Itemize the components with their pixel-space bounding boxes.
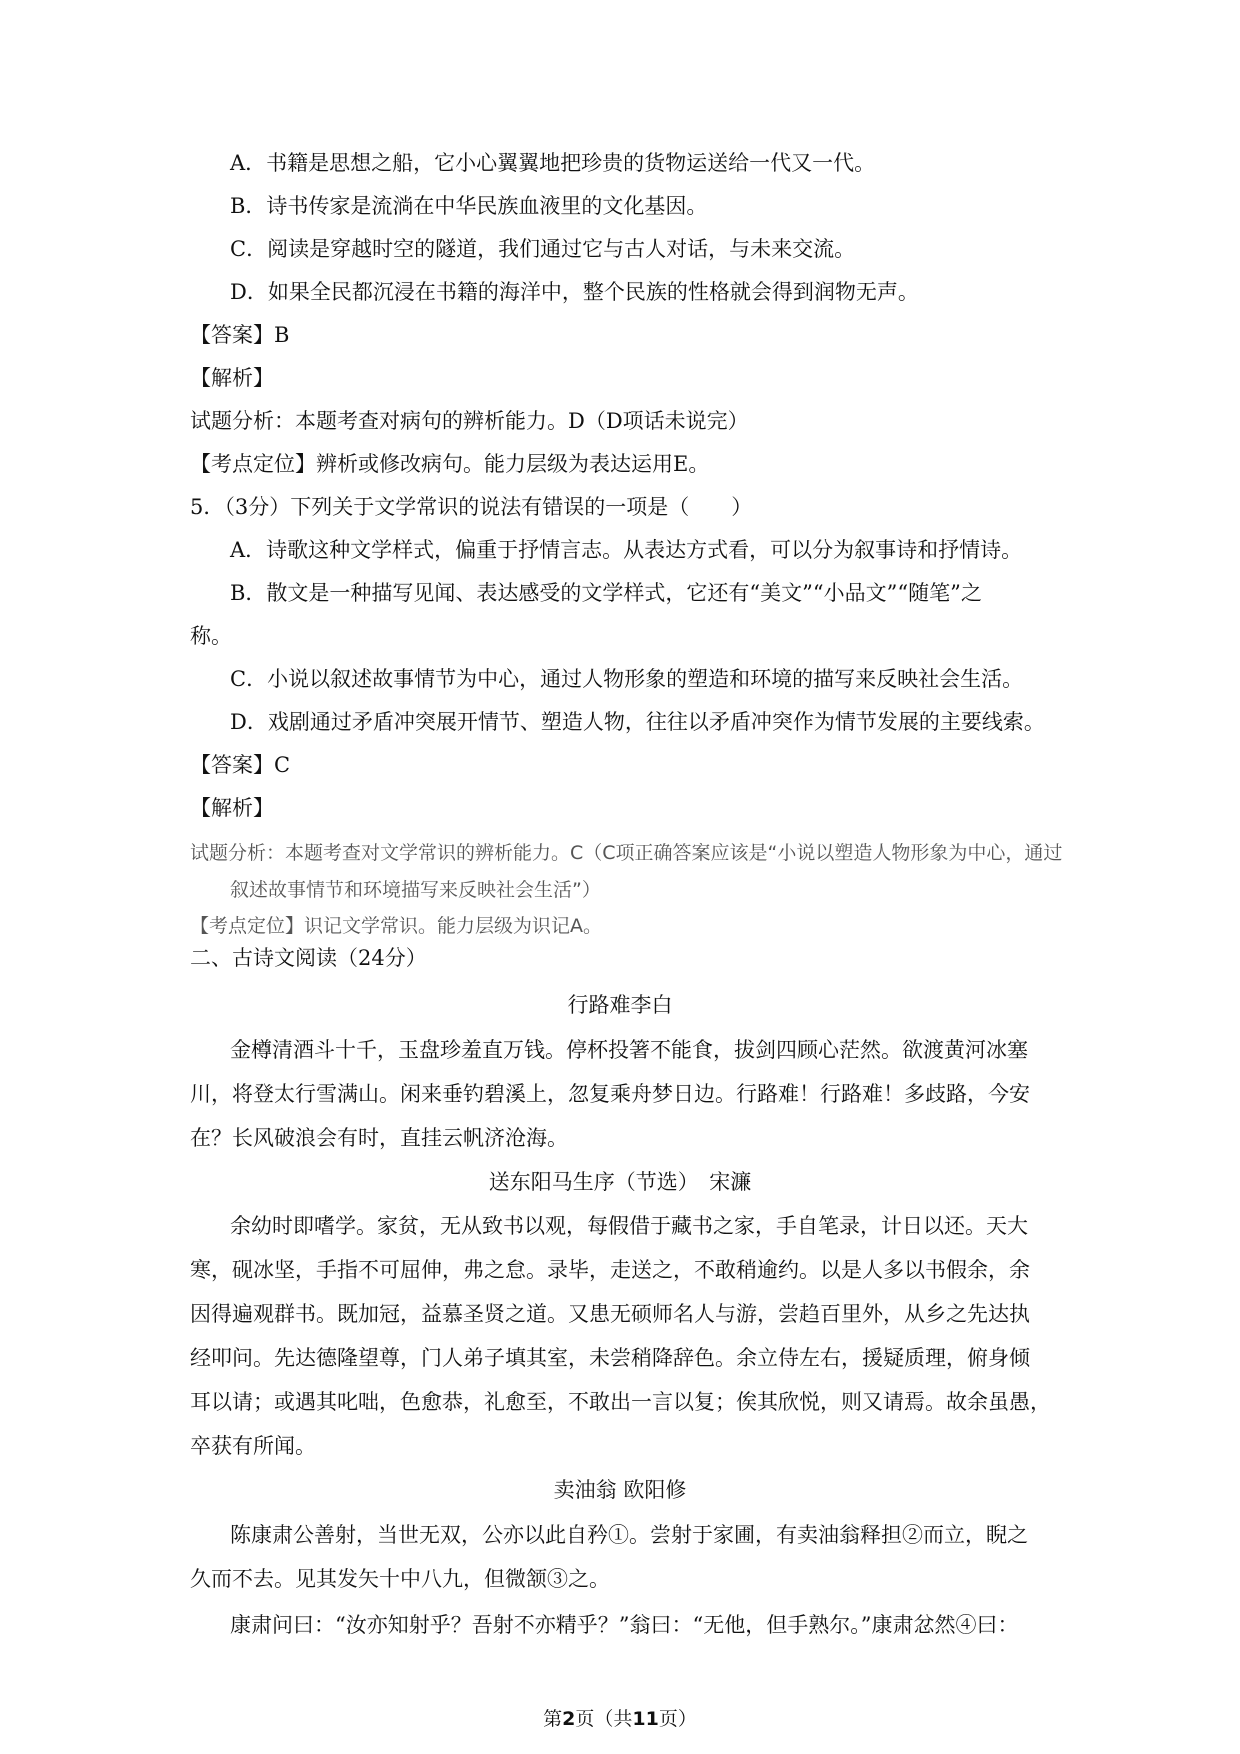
footer-prefix: 第: [543, 1708, 563, 1730]
q4-option-c: C．阅读是穿越时空的隧道，我们通过它与古人对话，与未来交流。: [230, 237, 856, 261]
q4-option-a: A．书籍是思想之船，它小心翼翼地把珍贵的货物运送给一代又一代。: [230, 151, 876, 175]
q5-option-b-cont: 称。: [190, 624, 232, 648]
prose1-line: 耳以请；或遇其叱咄，色愈恭，礼愈至，不敢出一言以复；俟其欣悦，则又请焉。故余虽愚，: [190, 1390, 1051, 1414]
prose2-line: 陈康肃公善射，当世无双，公亦以此自矜①。尝射于家圃，有卖油翁释担②而立，睨之: [230, 1523, 1028, 1547]
page-footer: [0, 1706, 1240, 1732]
q5-analysis-line1: 试题分析：本题考查对文学常识的辨析能力。C（C项正确答案应该是“小说以塑造人物形象为中心，通过: [190, 842, 1063, 864]
q5-stem: 5．（3分）下列关于文学常识的说法有错误的一项是（ ）: [190, 495, 753, 519]
poem-line: 川，将登太行雪满山。闲来垂钓碧溪上，忽复乘舟梦日边。行路难！行路难！多歧路，今安: [190, 1082, 1030, 1106]
poem-line: 在？长风破浪会有时，直挂云帆济沧海。: [190, 1126, 568, 1150]
poem-line: 金樽清酒斗十千，玉盘珍羞直万钱。停杯投箸不能食，拔剑四顾心茫然。欲渡黄河冰塞: [230, 1038, 1028, 1062]
prose1-title: 送东阳马生序（节选） 宋濂: [488, 1170, 752, 1194]
q5-option-d: D．戏剧通过矛盾冲突展开情节、塑造人物，往往以矛盾冲突作为情节发展的主要线索。: [230, 710, 1045, 734]
q4-kaodian: 【考点定位】辨析或修改病句。能力层级为表达运用E。: [190, 452, 710, 476]
prose1-line: 经叩问。先达德隆望尊，门人弟子填其室，未尝稍降辞色。余立侍左右，援疑质理，俯身倾: [190, 1346, 1030, 1370]
q5-analysis-label: 【解析】: [190, 796, 274, 820]
q5-option-a: A．诗歌这种文学样式，偏重于抒情言志。从表达方式看，可以分为叙事诗和抒情诗。: [230, 538, 1023, 562]
prose1-line: 余幼时即嗜学。家贫，无从致书以观，每假借于藏书之家，手自笔录，计日以还。天大: [230, 1214, 1028, 1238]
q5-option-b: B．散文是一种描写见闻、表达感受的文学样式，它还有“美文”“小品文”“随笔”之: [230, 581, 982, 605]
prose1-line: 寒，砚冰坚，手指不可屈伸，弗之怠。录毕，走送之，不敢稍逾约。以是人多以书假余，余: [190, 1258, 1030, 1282]
q4-option-b: B．诗书传家是流淌在中华民族血液里的文化基因。: [230, 194, 708, 218]
prose1-line: 因得遍观群书。既加冠，益慕圣贤之道。又患无硕师名人与游，尝趋百里外，从乡之先达执: [190, 1302, 1030, 1326]
q4-answer: 【答案】B: [190, 323, 290, 347]
footer-total-pages: 11: [632, 1708, 659, 1730]
q5-option-c: C．小说以叙述故事情节为中心，通过人物形象的塑造和环境的描写来反映社会生活。: [230, 667, 1024, 691]
prose2-line: 康肃问曰：“汝亦知射乎？吾射不亦精乎？”翁曰：“无他，但手熟尔。”康肃忿然④曰：: [230, 1613, 1019, 1637]
footer-mid: 页（共: [575, 1708, 633, 1730]
poem-title: 行路难李白: [567, 993, 673, 1017]
prose2-line: 久而不去。见其发矢十中八九，但微颔③之。: [190, 1567, 610, 1591]
prose1-line: 卒获有所闻。: [190, 1434, 316, 1458]
q4-option-d: D．如果全民都沉浸在书籍的海洋中，整个民族的性格就会得到润物无声。: [230, 280, 919, 304]
q5-kaodian: 【考点定位】识记文学常识。能力层级为识记A。: [190, 915, 602, 937]
q5-analysis-line2: 叙述故事情节和环境描写来反映社会生活”）: [230, 879, 601, 901]
footer-page-number: 2: [562, 1708, 576, 1730]
footer-suffix: 页）: [658, 1708, 697, 1730]
prose2-title: 卖油翁 欧阳修: [553, 1478, 687, 1502]
q4-analysis-label: 【解析】: [190, 366, 274, 390]
q5-answer: 【答案】C: [190, 753, 291, 777]
section-heading: 二、古诗文阅读（24分）: [190, 946, 427, 970]
q4-analysis: 试题分析：本题考查对病句的辨析能力。D（D项话未说完）: [190, 409, 749, 433]
